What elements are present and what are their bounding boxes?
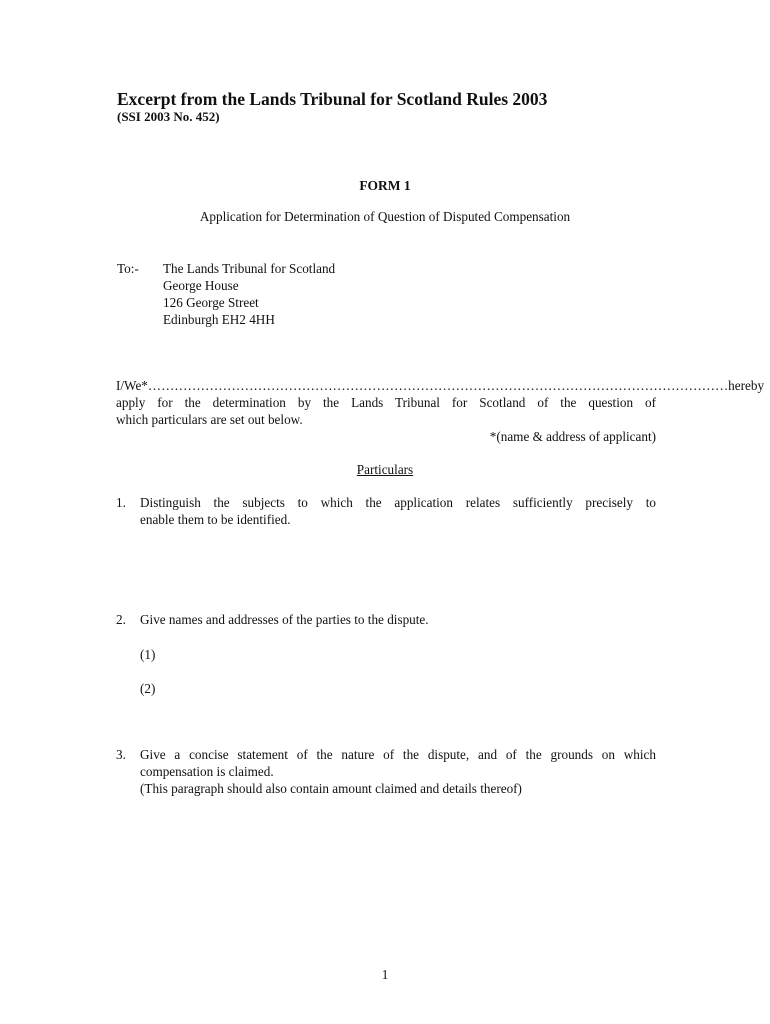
- applicant-name-blank[interactable]: ……………………………………………………………………………………………………………………: [147, 378, 729, 393]
- particular-item-1: [116, 494, 656, 528]
- applicant-suffix: hereby: [728, 378, 765, 393]
- party-2-label: (2): [140, 681, 156, 696]
- item-text-line: (This paragraph should also contain amount claimed and details thereof): [140, 781, 522, 796]
- to-label: To:-: [117, 261, 139, 276]
- applicant-line-3: which particulars are set out below.: [116, 412, 303, 427]
- recipient-address: [163, 260, 335, 328]
- particular-item-3: [116, 746, 656, 797]
- form-label: FORM 1: [359, 178, 411, 193]
- applicant-statement: [116, 377, 765, 445]
- address-line: George House: [163, 278, 239, 293]
- item-text-line: enable them to be identified.: [140, 512, 291, 527]
- address-line: The Lands Tribunal for Scotland: [163, 261, 336, 276]
- particular-item-2: [116, 611, 656, 628]
- page-number: 1: [381, 967, 389, 982]
- address-line: Edinburgh EH2 4HH: [163, 312, 275, 327]
- item-number: 1.: [116, 495, 126, 510]
- document-title: Excerpt from the Lands Tribunal for Scotland Rules 2003: [117, 89, 548, 109]
- applicant-prefix: I/We*: [116, 378, 148, 393]
- applicant-line: [116, 377, 765, 394]
- applicant-note: *(name & address of applicant): [489, 429, 656, 444]
- item-text-line: Give a concise statement of the nature of the dispute, and of the grounds on which: [140, 747, 656, 762]
- item-text-line: compensation is claimed.: [140, 764, 274, 779]
- item-text-line: Distinguish the subjects to which the application relates sufficiently precisely to: [140, 495, 656, 510]
- item-number: 2.: [116, 612, 126, 627]
- applicant-line-2: apply for the determination by the Lands Tribunal for Scotland of the question of: [116, 395, 656, 410]
- particulars-heading-text: Particulars: [356, 462, 414, 477]
- address-line: 126 George Street: [163, 295, 259, 310]
- statutory-instrument-reference: (SSI 2003 No. 452): [117, 109, 220, 124]
- particulars-heading: [0, 461, 770, 478]
- item-text-line: Give names and addresses of the parties to the dispute.: [140, 612, 429, 627]
- item-number: 3.: [116, 747, 126, 762]
- party-1-label: (1): [140, 647, 156, 662]
- form-description: Application for Determination of Question of Disputed Compensation: [199, 209, 571, 224]
